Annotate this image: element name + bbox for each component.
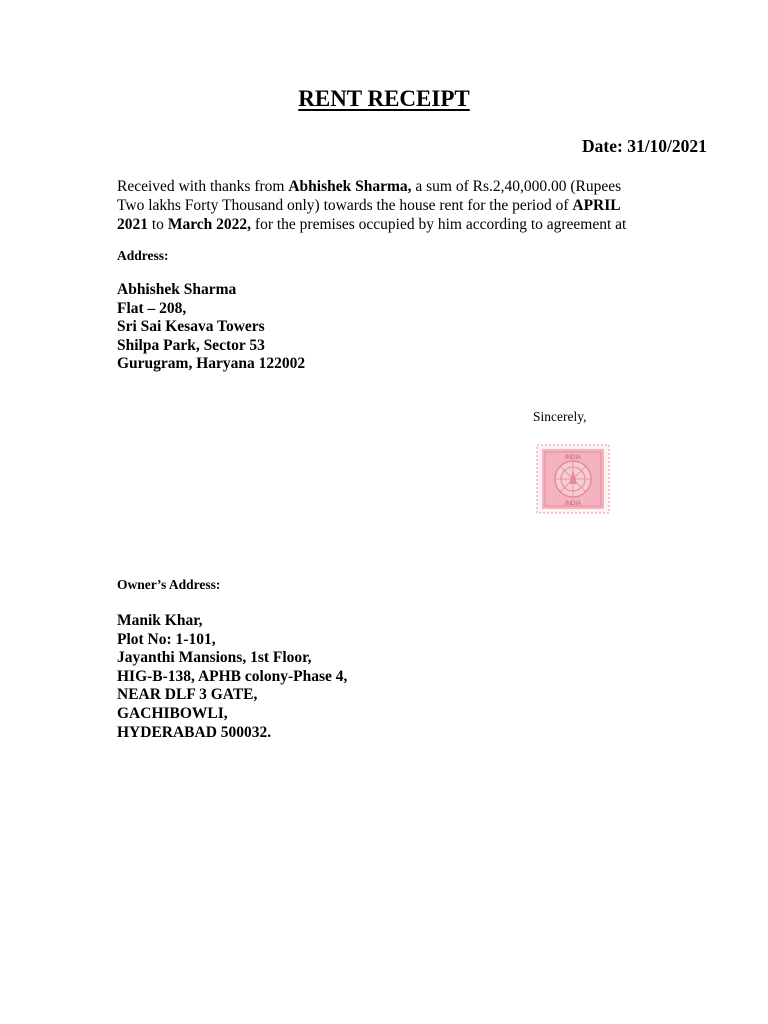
- stamp-bottom-text: INDIA: [564, 501, 582, 507]
- body-text: to: [148, 216, 168, 233]
- revenue-stamp: [536, 444, 610, 514]
- address-line: Manik Khar,: [117, 612, 203, 629]
- closing-salutation: Sincerely,: [533, 409, 587, 424]
- tenant-address: [117, 281, 305, 374]
- address-line: Jayanthi Mansions, 1st Floor,: [117, 649, 312, 667]
- address-line: Plot No: 1-101,: [117, 630, 216, 648]
- date-label: Date:: [582, 136, 623, 156]
- address-line: NEAR DLF 3 GATE,: [117, 686, 258, 704]
- address-line: Sri Sai Kesava Towers: [117, 318, 265, 336]
- body-line-3: [117, 215, 677, 234]
- owner-address-label: Owner’s Address:: [117, 577, 221, 592]
- address-line: HIG-B-138, APHB colony-Phase 4,: [117, 667, 348, 685]
- body-text: a sum of Rs.2,40,000.00 (Rupees: [411, 178, 622, 195]
- owner-address: [117, 612, 347, 742]
- body-text: for the premises occupied by him according to agreement at: [251, 216, 627, 233]
- address-line: Flat – 208,: [117, 299, 187, 317]
- receipt-date: [582, 136, 707, 157]
- page-title: RENT RECEIPT: [298, 86, 470, 111]
- body-text: Received with thanks from: [117, 178, 289, 195]
- body-text: Two lakhs Forty Thousand only) towards the house rent for the period of: [117, 197, 573, 214]
- period-start-month: APRIL: [572, 197, 621, 214]
- address-line: Abhishek Sharma: [117, 281, 237, 298]
- revenue-stamp-image: [536, 444, 610, 514]
- stamp-top-text: INDIA: [564, 455, 582, 461]
- period-end: March 2022,: [167, 216, 252, 233]
- address-line: GACHIBOWLI,: [117, 704, 228, 722]
- address-line: Gurugram, Haryana 122002: [117, 355, 306, 373]
- receipt-body-paragraph: [117, 177, 677, 234]
- address-line: HYDERABAD 500032.: [117, 723, 272, 741]
- address-line: Shilpa Park, Sector 53: [117, 336, 265, 354]
- date-value: 31/10/2021: [627, 136, 707, 156]
- body-line-1: [117, 177, 677, 196]
- payer-name: Abhishek Sharma,: [288, 178, 412, 195]
- address-label: Address:: [117, 248, 169, 263]
- period-start-year: 2021: [117, 216, 148, 233]
- body-line-2: [117, 196, 677, 215]
